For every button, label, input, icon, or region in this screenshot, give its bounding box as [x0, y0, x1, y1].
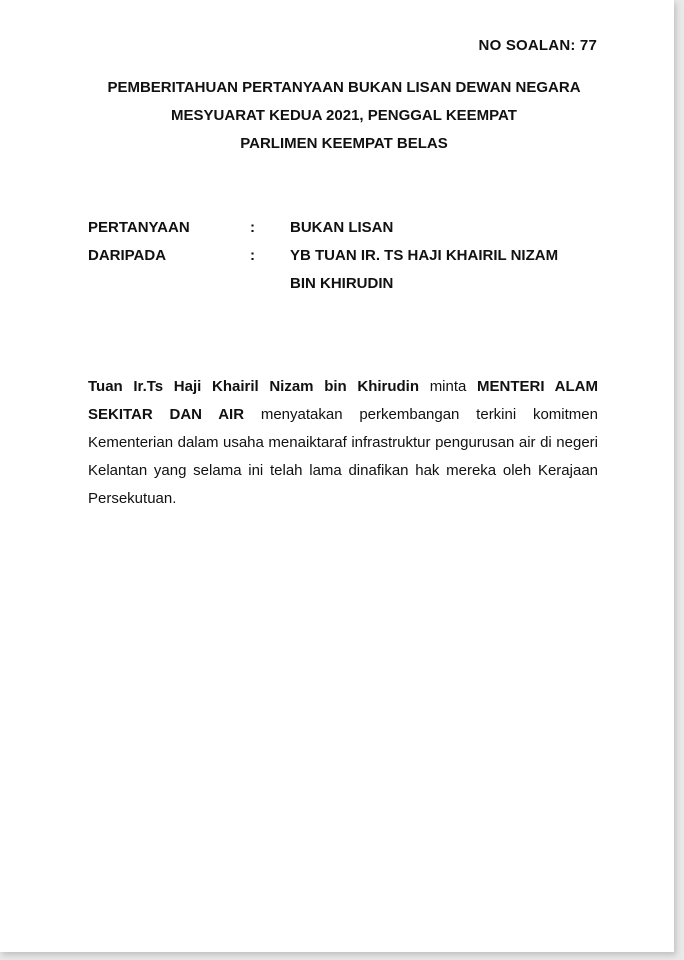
question-type-value: BUKAN LISAN	[290, 219, 394, 236]
question-type-label: PERTANYAAN	[88, 219, 190, 236]
question-text: menyatakan perkembangan terkini komitmen Kementerian dalam usaha menaiktaraf infrastruktur pengurusan air di negeri Kelantan yang selama ini telah lama dinafikan hak mereka oleh Kerajaan Persekutuan.	[88, 406, 598, 507]
from-value-line-2: BIN KHIRUDIN	[290, 275, 394, 292]
heading-line-3: PARLIMEN KEEMPAT BELAS	[240, 135, 448, 152]
asker-name: Tuan Ir.Ts Haji Khairil Nizam bin Khirudin	[88, 378, 420, 395]
from-label: DARIPADA	[88, 247, 167, 264]
heading-line-1: PEMBERITAHUAN PERTANYAAN BUKAN LISAN DEWAN NEGARA	[107, 79, 581, 96]
question-type-colon: :	[250, 219, 255, 236]
minister-name: MENTERI ALAM SEKITAR DAN AIR	[88, 378, 598, 423]
question-body	[88, 373, 598, 513]
from-colon: :	[250, 247, 255, 264]
from-value-line-1: YB TUAN IR. TS HAJI KHAIRIL NIZAM	[290, 247, 559, 264]
question-number: NO SOALAN: 77	[478, 37, 597, 54]
request-verb: minta	[419, 378, 478, 395]
heading-line-2: MESYUARAT KEDUA 2021, PENGGAL KEEMPAT	[171, 107, 517, 124]
